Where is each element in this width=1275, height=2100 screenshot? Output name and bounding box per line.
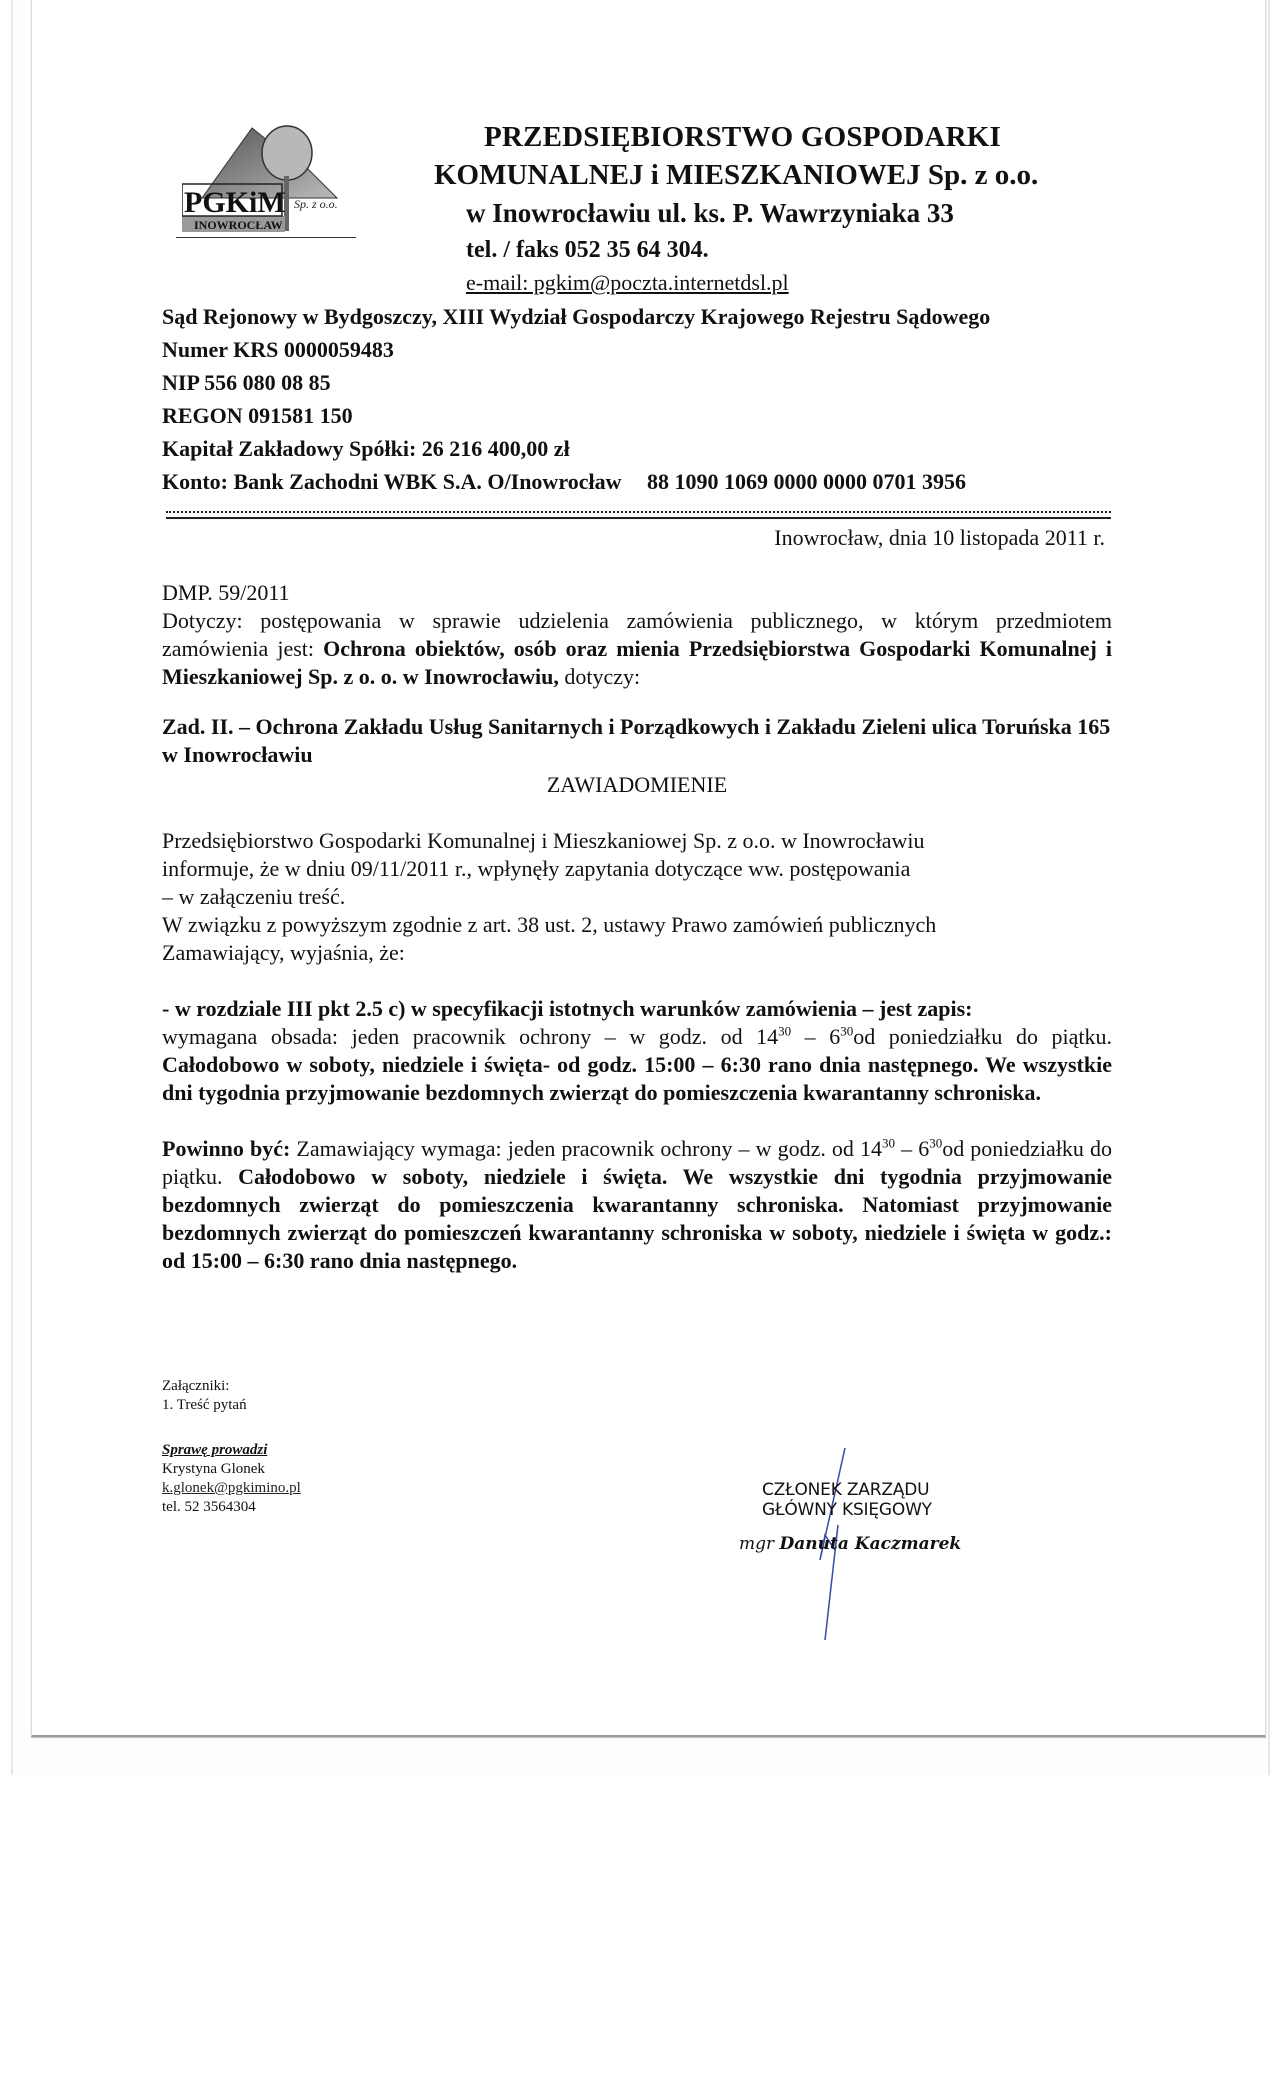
info-line-2: informuje, że w dniu 09/11/2011 r., wpłynęły zapytania dotyczące ww. postępowania <box>162 856 911 881</box>
court-registration: Sąd Rejonowy w Bydgoszczy, XIII Wydział Gospodarczy Krajowego Rejestru Sądowego <box>162 304 991 329</box>
header-separator <box>166 511 1111 519</box>
corrected-text-c: od poniedziałku do piątku. <box>162 1136 1112 1189</box>
corrected-clause <box>162 1135 1112 1275</box>
svg-text:Sp. z o.o.: Sp. z o.o. <box>294 197 338 211</box>
krs-number: Numer KRS 0000059483 <box>162 337 394 362</box>
contact-label: Sprawę prowadzi <box>162 1442 268 1458</box>
attachments-label: Załączniki: <box>162 1378 230 1394</box>
current-text-b: – 6 <box>791 1024 841 1049</box>
letter-body <box>162 575 1112 1275</box>
company-name-line2: KOMUNALNEJ i MIESZKANIOWEJ Sp. z o.o. <box>434 159 1039 191</box>
subject-paragraph <box>162 607 1112 691</box>
company-logo <box>182 118 362 243</box>
current-sup-2: 30 <box>840 1023 854 1039</box>
bank-account-number: 88 1090 1069 0000 0000 0701 3956 <box>646 469 966 494</box>
current-bold: Całodobowo w soboty, niedziele i święta- od godz. 15:00 – 6:30 rano dnia następnego. We wszystkie dni tygodnia przyjmowanie bezdomnych zwierząt do pomieszczenia kwarantanny schroniska. <box>162 1052 1112 1105</box>
company-email-link[interactable]: e-mail: pgkim@poczta.internetdsl.pl <box>466 270 789 295</box>
current-text-a: wymagana obsada: jeden pracownik ochrony – w godz. od 14 <box>162 1024 779 1049</box>
letter-date: Inowrocław, dnia 10 listopada 2011 r. <box>774 525 1105 550</box>
share-capital: Kapitał Zakładowy Spółki: 26 216 400,00 zł <box>162 436 570 461</box>
current-sup-1: 30 <box>778 1023 792 1039</box>
task-heading <box>162 713 1112 769</box>
svg-text:PGKiM: PGKiM <box>184 186 286 219</box>
corrected-sup-2: 30 <box>929 1135 943 1151</box>
contact-phone: tel. 52 3564304 <box>162 1499 256 1515</box>
bank-account-row <box>162 465 1122 498</box>
info-line-4: W związku z powyższym zgodnie z art. 38 ust. 2, ustawy Prawo zamówień publicznych <box>162 912 937 937</box>
info-line-1: Przedsiębiorstwo Gospodarki Komunalnej i Mieszkaniowej Sp. z o.o. w Inowrocławiu <box>162 828 925 853</box>
signatory-fullname: Danuta Kaczmarek <box>779 1534 962 1554</box>
current-text-c: od poniedziałku do piątku. <box>853 1024 1112 1049</box>
company-phone: tel. / faks 052 35 64 304. <box>466 237 709 263</box>
task-text: Zad. II. – Ochrona Zakładu Usług Sanitarnych i Porządkowych i Zakładu Zieleni ulica Toruńska 165 w Inowrocławiu <box>162 714 1111 767</box>
signature-block <box>735 1480 1035 1554</box>
contact-email-link[interactable]: k.glonek@pgkimino.pl <box>162 1480 301 1496</box>
letterhead <box>420 118 1120 298</box>
info-block <box>162 827 1112 967</box>
corrected-bold: Całodobowo w soboty, niedziele i święta. We wszystkie dni tygodnia przyjmowanie bezdomnych zwierząt do pomieszczenia kwarantanny schroniska. Natomiast przyjmowanie bezdomnych zwierząt do pomieszczeń kwarantanny schroniska w soboty, niedziele i święta w godz.: od 15:00 – 6:30 rano dnia następnego. <box>162 1164 1112 1273</box>
subject-intro: Dotyczy: postępowania w sprawie udzielenia zamówienia publicznego, w którym przedmiotem zamówienia jest: <box>162 608 1112 661</box>
subject-bold: Ochrona obiektów, osób oraz mienia Przedsiębiorstwa Gospodarki Komunalnej i Mieszkaniowej Sp. z o. o. w Inowrocławiu, <box>162 636 1113 689</box>
current-clause-head: - w rozdziale III pkt 2.5 c) w specyfikacji istotnych warunków zamówienia – jest zapis: <box>162 996 973 1021</box>
company-address: w Inowrocławiu ul. ks. P. Wawrzyniaka 33 <box>466 198 954 228</box>
reference-number: DMP. 59/2011 <box>162 580 290 605</box>
corrected-label: Powinno być: <box>162 1136 291 1161</box>
registry-info <box>162 300 1122 498</box>
company-name-line1: PRZEDSIĘBIORSTWO GOSPODARKI <box>484 121 1002 153</box>
signatory-title-2: GŁÓWNY KSIĘGOWY <box>762 1500 932 1520</box>
nip-number: NIP 556 080 08 85 <box>162 370 331 395</box>
current-clause <box>162 995 1112 1107</box>
signatory-name <box>735 1534 1035 1554</box>
logo-mountain-tree-icon <box>182 118 362 243</box>
signatory-title-1: CZŁONEK ZARZĄDU <box>762 1480 930 1500</box>
info-line-3: – w załączeniu treść. <box>162 884 346 909</box>
svg-text:INOWROCŁAW: INOWROCŁAW <box>194 218 283 232</box>
notice-title: ZAWIADOMIENIE <box>546 772 728 797</box>
attachment-item: 1. Treść pytań <box>162 1397 247 1413</box>
bank-name: Konto: Bank Zachodni WBK S.A. O/Inowrocław <box>162 469 622 494</box>
corrected-text-b: – 6 <box>895 1136 930 1161</box>
corrected-text-a: Zamawiający wymaga: jeden pracownik ochrony – w godz. od 14 <box>290 1136 883 1161</box>
subject-tail: dotyczy: <box>558 664 641 689</box>
regon-number: REGON 091581 150 <box>162 403 353 428</box>
contact-name: Krystyna Glonek <box>162 1461 265 1477</box>
info-line-5: Zamawiający, wyjaśnia, że: <box>162 940 405 965</box>
footer-info <box>162 1377 301 1517</box>
logo-underline <box>176 237 356 238</box>
corrected-sup-1: 30 <box>882 1135 896 1151</box>
signatory-prefix: mgr <box>739 1534 780 1554</box>
